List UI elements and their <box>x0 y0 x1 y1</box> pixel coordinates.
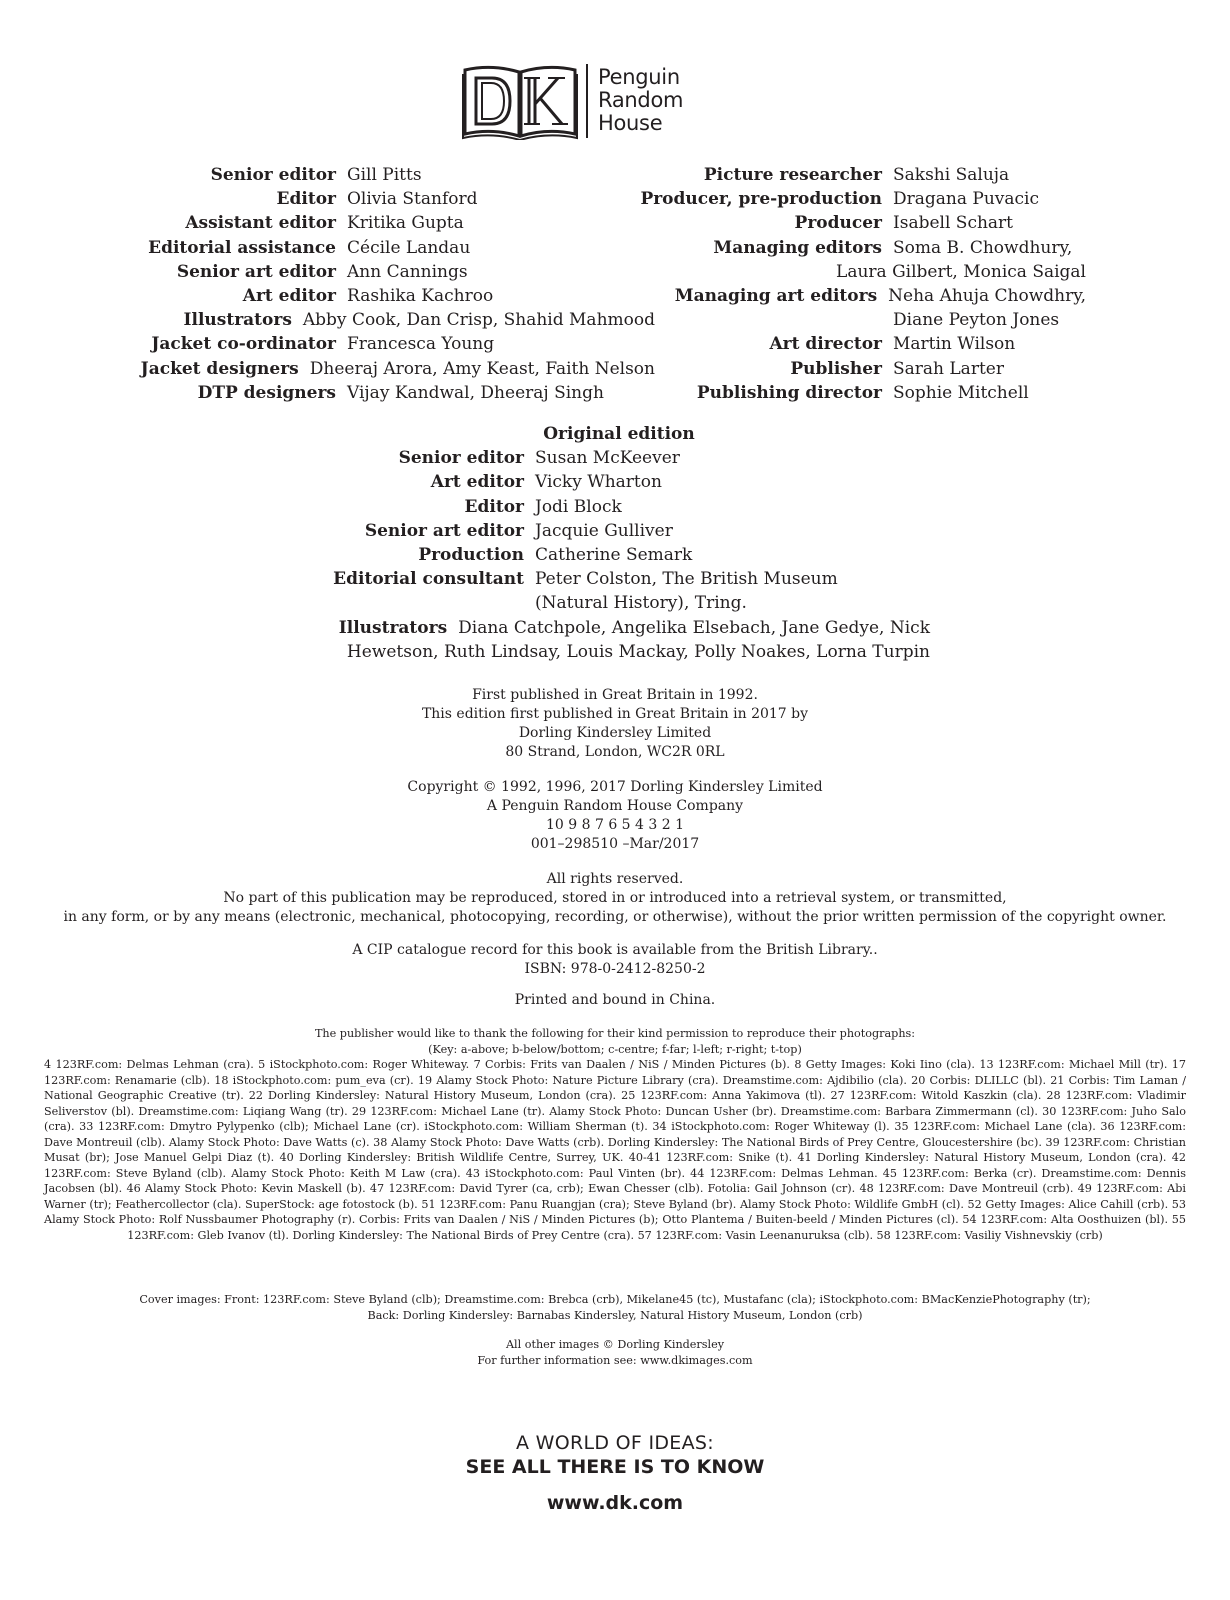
credit-row <box>636 357 1086 381</box>
credit-names: Sophie Mitchell <box>893 382 1029 403</box>
credit-row <box>0 163 655 187</box>
credit-role: Art editor <box>430 472 524 493</box>
credit-row <box>636 332 1086 356</box>
cip-block <box>0 941 1230 979</box>
printed-block <box>0 991 1230 1010</box>
logo-divider <box>586 64 588 138</box>
credit-role: Senior editor <box>398 448 524 469</box>
company-line: A Penguin Random House Company <box>486 798 744 814</box>
credit-role: Producer <box>794 213 882 234</box>
credit-row <box>636 236 1086 260</box>
credit-role: Senior art editor <box>176 261 336 282</box>
credit-row <box>290 446 930 470</box>
credit-row <box>0 284 655 308</box>
credit-role: Managing editors <box>713 237 882 258</box>
credit-row <box>636 308 1086 332</box>
credit-role <box>636 308 882 332</box>
credit-names: Susan McKeever <box>535 448 680 469</box>
credit-names: Olivia Stanford <box>347 189 478 210</box>
credit-row <box>290 616 930 640</box>
ack-key: (Key: a-above; b-below/bottom; c-centre; f-far; l-left; r-right; t-top) <box>428 1042 802 1056</box>
credit-names: Francesca Young <box>347 334 495 355</box>
credit-names: Ann Cannings <box>347 261 468 282</box>
tagline-2: SEE ALL THERE IS TO KNOW <box>465 1456 765 1478</box>
cip-record: A CIP catalogue record for this book is available from the British Library.. <box>352 942 878 958</box>
credit-row <box>636 187 1086 211</box>
credit-role: Production <box>418 545 524 566</box>
credit-row <box>0 308 655 332</box>
credit-role: Publisher <box>790 358 882 379</box>
rights-block <box>0 870 1230 927</box>
publisher-address: 80 Strand, London, WC2R 0RL <box>505 744 725 760</box>
picture-credits: 4 123RF.com: Delmas Lehman (cra). 5 iStockphoto.com: Roger Whiteway. 7 Corbis: Frits van Daalen / NiS / Minden Pictures (b). 8 Getty Images: Koki Iino (cla). 13 123RF.com: Michael Mill (tr). 17 123RF.com: Renamarie (clb). 18 iStockphoto.com: pum_eva (cr). 19 Alamy Stock Photo: Nature Picture Library (cra). Dreamstime.com: Ajdibilio (cla). 20 Corbis: DLILLC (bl). 21 Corbis: Tim Laman / National Geographic Creative (tr). 22 Dorling Kindersley: Natural History Museum, London (cra). 25 123RF.com: Anna Yakimova (tl). 27 123RF.com: Witold Kaszkin (cla). 28 123RF.com: Vladimir Seliverstov (bl). Dreamstime.com: Liqiang Wang (tr). 29 123RF.com: Michael Lane (tr). Alamy Stock Photo: Duncan Usher (br). Dreamstime.com: Barbara Zimmermann (cl). 30 123RF.com: Juho Salo (cra). 33 123RF.com: Dmytro Pylypenko (clb); Michael Lane (cr). iStockphoto.com: William Sherman (t). 34 iStockphoto.com: Roger Whiteway (l). 35 123RF.com: Michael Lane (cla). 36 123RF.com: Dave Montreuil (clb). Alamy Stock Photo: Dave Watts (c). 38 Alamy Stock Photo: Dave Watts (crb). Dorling Kindersley: The National Birds of Prey Centre, Gloucestershire (bc). 39 123RF.com: Christian Musat (br); Jose Manuel Gelpi Diaz (t). 40 Dorling Kindersley: British Wildlife Centre, Surrey, UK. 40-41 123RF.com: Snike (t). 41 Dorling Kindersley: Natural History Museum, London (cra). 42 123RF.com: Steve Byland (clb). Alamy Stock Photo: Keith M Law (cra). 43 iStockphoto.com: Paul Vinten (br). 44 123RF.com: Delmas Lehman. 45 123RF.com: Berka (cr). Dreamstime.com: Dennis Jacobsen (bl). 46 Alamy Stock Photo: Kevin Maskell (b). 47 123RF.com: David Tyrer (ca, crb); Ewan Chesser (clb). Fotolia: Gail Johnson (cr). 48 123RF.com: Dave Montreuil (crb). 49 123RF.com: Abi Warner (tr); Feathercollector (cla). SuperStock: age fotostock (b). 51 123RF.com: Panu Ruangjan (cra); Steve Byland (br). Alamy Stock Photo: Wildlife GmbH (cl). 52 Getty Images: Alice Cahill (crb). 53 Alamy Stock Photo: Rolf Nussbaumer Photography (r). Corbis: Frits van Daalen / NiS / Minden Pictures (b); Otto Plantema / Buiten-beeld / Minden Pictures (cl). 54 123RF.com: Alta Oosthuizen (bl). 55 123RF.com: Gleb Ivanov (tl). Dorling Kindersley: The National Birds of Prey Centre (cra). 57 123RF.com: Vasin Leenanuruksa (clb). 58 123RF.com: Vasiliy Vishnevskiy (crb) <box>44 1058 1186 1242</box>
credit-row <box>0 357 655 381</box>
rights-text: No part of this publication may be reproduced, stored in or introduced into a retrieval system, or transmitted, <box>223 890 1007 906</box>
credit-row <box>0 260 655 284</box>
penguin-random-house-wordmark <box>598 64 683 135</box>
credit-names: (Natural History), Tring. <box>535 593 747 614</box>
credit-row <box>0 187 655 211</box>
credit-names: Martin Wilson <box>893 334 1016 355</box>
credit-role: DTP designers <box>197 382 336 403</box>
credit-role: Editorial consultant <box>333 569 524 590</box>
credit-names: Hewetson, Ruth Lindsay, Louis Mackay, Polly Noakes, Lorna Turpin <box>346 641 930 662</box>
credit-role: Assistant editor <box>185 213 336 234</box>
rights-reserved: All rights reserved. <box>546 871 684 887</box>
isbn: ISBN: 978-0-2412-8250-2 <box>524 961 706 977</box>
credit-role <box>636 260 825 284</box>
credit-row <box>636 211 1086 235</box>
credit-row <box>0 211 655 235</box>
copyright-line: Copyright © 1992, 1996, 2017 Dorling Kindersley Limited <box>407 779 823 795</box>
publisher-name: Dorling Kindersley Limited <box>518 725 712 741</box>
credit-role: Jacket co-ordinator <box>151 334 336 355</box>
further-info-line: For further information see: www.dkimages.com <box>477 1353 753 1367</box>
credit-names: Vijay Kandwal, Dheeraj Singh <box>347 382 604 403</box>
credit-role: Senior editor <box>210 165 336 185</box>
other-images <box>44 1337 1186 1368</box>
credit-names: Abby Cook, Dan Crisp, Shahid Mahmood <box>302 310 655 331</box>
original-edition-title: Original edition <box>543 424 695 444</box>
credit-row <box>636 284 1086 308</box>
wordmark-line: Penguin <box>598 65 680 89</box>
credit-role: Picture researcher <box>703 165 882 185</box>
credit-row <box>290 495 930 519</box>
credit-row <box>290 470 930 494</box>
this-edition: This edition first published in Great Britain in 2017 by <box>421 706 809 722</box>
credit-role: Art director <box>769 334 882 355</box>
credit-role: Art editor <box>242 286 336 307</box>
publisher-logo <box>462 64 683 140</box>
ack-intro: The publisher would like to thank the following for their kind permission to reproduce their photographs: <box>314 1027 916 1040</box>
credit-row <box>290 640 930 664</box>
credit-names: Kritika Gupta <box>347 213 464 234</box>
credit-row <box>0 236 655 260</box>
credit-names: Catherine Semark <box>535 545 693 566</box>
wordmark-line: Random <box>598 88 684 112</box>
credit-names: Dragana Puvacic <box>893 189 1040 210</box>
credit-row <box>290 591 930 615</box>
credit-names: Rashika Kachroo <box>347 286 494 307</box>
credit-row <box>0 332 655 356</box>
other-images-line: All other images © Dorling Kindersley <box>505 1338 725 1351</box>
credit-role <box>290 591 524 615</box>
credit-names: Jacquie Gulliver <box>535 520 673 541</box>
credit-role: Editor <box>276 189 336 210</box>
copyright-block <box>0 778 1230 854</box>
credit-names: Laura Gilbert, Monica Saigal <box>836 261 1086 282</box>
print-line: 10 9 8 7 6 5 4 3 2 1 <box>545 817 685 833</box>
credit-role: Jacket designers <box>140 358 299 379</box>
credit-names: Isabell Schart <box>893 213 1014 234</box>
cover-credits-front: Cover images: Front: 123RF.com: Steve Byland (clb); Dreamstime.com: Brebca (crb), Mikelane45 (tc), Mustafanc (cla); iStockphoto.com: BMacKenziePhotography (tr); <box>139 1293 1091 1306</box>
credit-role: Managing art editors <box>674 286 878 307</box>
credit-names: Dheeraj Arora, Amy Keast, Faith Nelson <box>309 358 655 379</box>
credit-row <box>0 381 655 405</box>
rights-text: in any form, or by any means (electronic, mechanical, photocopying, recording, or otherwise), without the prior written permission of the copyright owner. <box>63 909 1167 925</box>
credit-role: Producer, pre-production <box>640 189 882 210</box>
credit-names: Diana Catchpole, Angelika Elsebach, Jane Gedye, Nick <box>458 617 930 638</box>
credit-role: Illustrators <box>183 310 292 331</box>
print-code: 001–298510 –Mar/2017 <box>530 836 700 852</box>
credit-role: Editor <box>464 496 524 517</box>
first-published: First published in Great Britain in 1992. <box>472 687 758 703</box>
credit-role: Illustrators <box>338 617 448 638</box>
credit-names: Peter Colston, The British Museum <box>535 569 838 590</box>
credit-role <box>290 640 336 664</box>
original-edition-credits <box>290 422 930 664</box>
credits-left-column <box>0 163 655 405</box>
credit-names: Diane Peyton Jones <box>893 310 1060 331</box>
tagline-1: A WORLD OF IDEAS: <box>516 1432 714 1454</box>
website-url[interactable]: www.dk.com <box>546 1492 684 1514</box>
credit-names: Sakshi Saluja <box>893 165 1010 185</box>
credit-names: Soma B. Chowdhury, <box>893 237 1073 258</box>
credit-row <box>290 567 930 591</box>
credit-row <box>636 381 1086 405</box>
credit-role: Senior art editor <box>364 520 524 541</box>
credit-names: Cécile Landau <box>347 237 471 258</box>
credit-row <box>636 260 1086 284</box>
cover-credits-back: Back: Dorling Kindersley: Barnabas Kindersley, Natural History Museum, London (crb) <box>367 1308 863 1322</box>
credit-row <box>290 543 930 567</box>
printed-in: Printed and bound in China. <box>514 992 716 1008</box>
credit-names: Sarah Larter <box>893 358 1004 379</box>
credit-names: Vicky Wharton <box>535 472 662 493</box>
credit-role: Publishing director <box>696 382 882 403</box>
wordmark-line: House <box>598 111 663 135</box>
credit-names: Neha Ahuja Chowdhry, <box>888 286 1086 307</box>
credit-names: Jodi Block <box>535 496 622 517</box>
first-published-block <box>0 686 1230 762</box>
cover-credits <box>44 1292 1186 1323</box>
credit-names: Gill Pitts <box>347 165 422 185</box>
credits-right-column <box>636 163 1086 405</box>
acknowledgements-intro <box>44 1026 1186 1057</box>
dk-book-logo-icon <box>462 64 578 140</box>
credit-role: Editorial assistance <box>148 237 336 258</box>
credit-row <box>290 519 930 543</box>
credit-row <box>636 163 1086 187</box>
